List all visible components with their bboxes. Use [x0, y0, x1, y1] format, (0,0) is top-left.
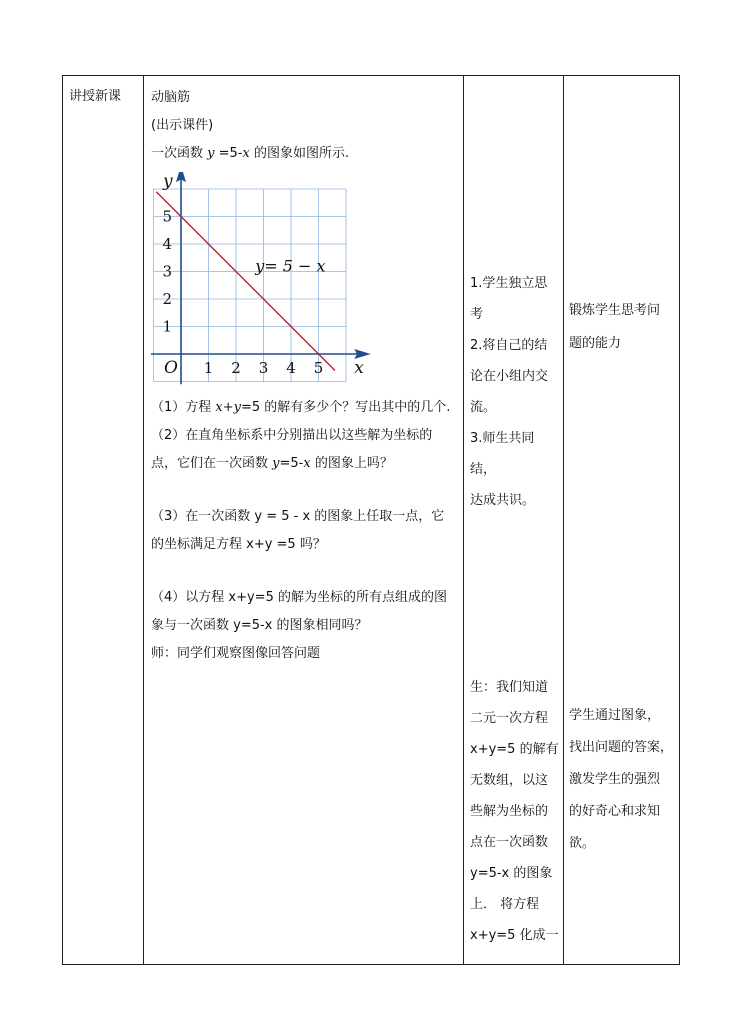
design-intent-bottom: 学生通过图象， 找出问题的答案， 激发学生的强烈 的好奇心和求知 欲。: [569, 708, 674, 851]
y-tick-label: 2: [162, 290, 172, 308]
x-tick-label: 3: [258, 359, 269, 377]
design-intent-top: 锻炼学生思考问 题的能力: [569, 303, 661, 351]
function-line-label: y= 5 − x: [255, 256, 326, 276]
y-tick-label: 4: [162, 235, 172, 253]
section-heading: 动脑筋: [151, 90, 191, 105]
question-4: （4）以方程 x+y=5 的解为坐标的所有点组成的图 象与一次函数 y=5-x 的图象相同吗？: [151, 590, 447, 633]
courseware-note: (出示课件): [151, 118, 214, 133]
content-cell: [143, 76, 463, 668]
y-tick-label: 5: [162, 207, 172, 226]
x-tick-label: 5: [313, 359, 324, 377]
function-line: [156, 192, 335, 371]
x-axis-label: x: [354, 358, 364, 378]
x-tick-label: 4: [286, 359, 296, 377]
x-tick-label: 1: [203, 359, 214, 377]
origin-label: O: [164, 358, 178, 378]
question-3: （3）在一次函数 y = 5 - x 的图象上任取一点，它 的坐标满足方程 x+y =5 吗？: [151, 509, 445, 552]
student-activity-bottom: 生：我们知道 二元一次方程 x+y=5 的解有 无数组，以这 些解为坐标的 点在一次函数 y=5-x 的图象 上． 将方程 x+y=5 化成一: [470, 680, 559, 943]
lesson-table: [62, 75, 680, 965]
student-activity-top: 1.学生独立思 考 2.将自己的结 论在小组内交 流。 3.师生共同结， 达成共识。: [470, 276, 549, 508]
tick-labels: [162, 207, 326, 378]
y-axis-label: y: [163, 172, 173, 192]
function-graph: [151, 172, 381, 392]
intro-text: 一次函数 y =5-x 的图象如图所示.: [151, 146, 350, 161]
y-tick-label: 1: [162, 317, 172, 336]
y-tick-label: 3: [162, 262, 172, 281]
student-activity-cell: [463, 76, 563, 964]
question-1: （1）方程 x+y=5 的解有多少个？写出其中的几个.: [151, 400, 451, 415]
x-tick-label: 2: [231, 359, 241, 377]
question-2: （2）在直角坐标系中分别描出以这些解为坐标的 点，它们在一次函数 y=5-x 的图象上吗？: [151, 428, 433, 471]
teacher-instruction: 师：同学们观察图像回答问题: [151, 646, 321, 661]
graph-axes: [151, 172, 371, 384]
design-intent-cell: [563, 76, 681, 964]
stage-label: 讲授新课: [69, 89, 122, 104]
stage-cell: [63, 76, 143, 104]
